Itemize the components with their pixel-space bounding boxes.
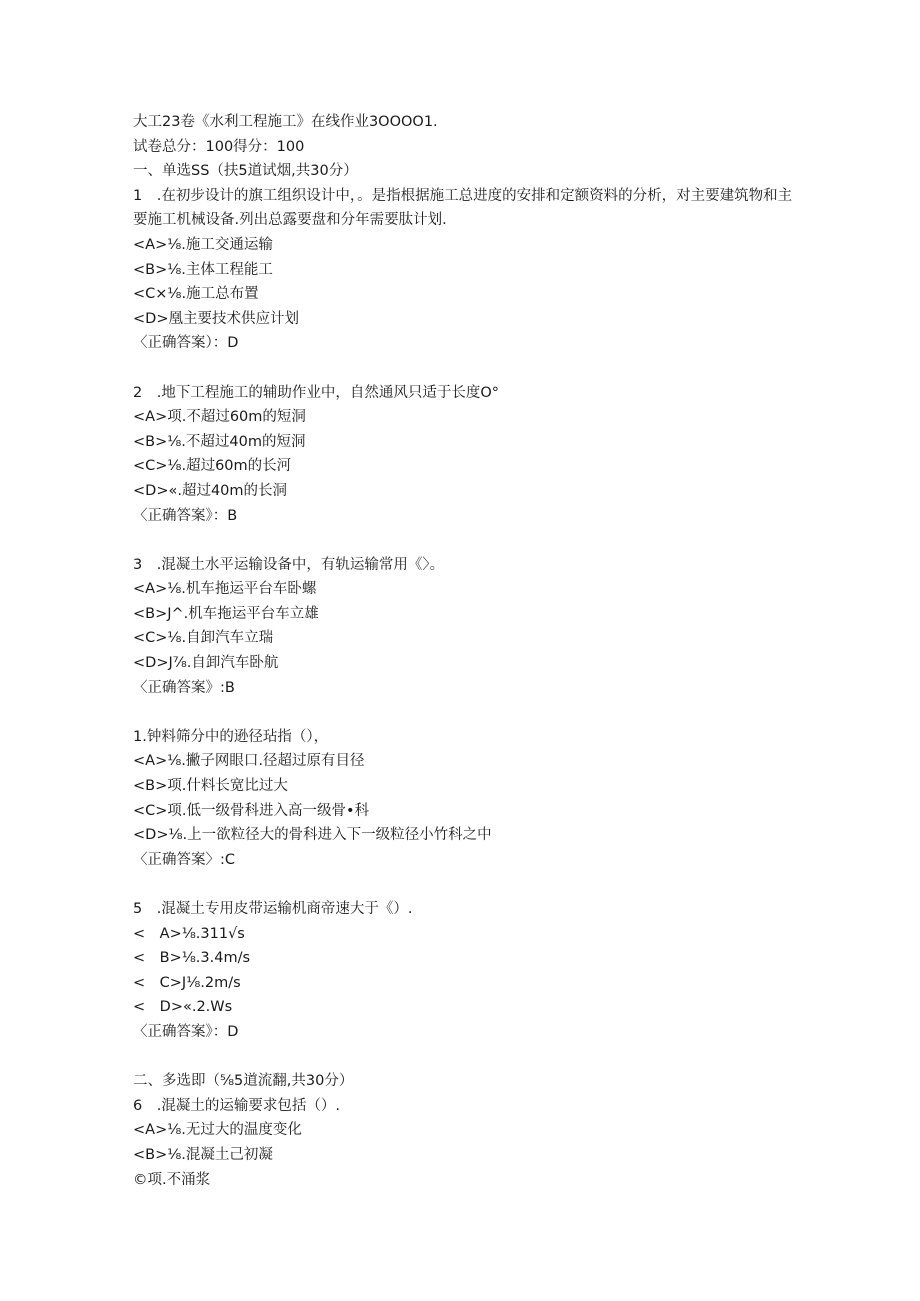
- question-block: [133, 897, 793, 1045]
- question-stem: 2 .地下工程施工的辅助作业中，自然通风只适于长度O°: [133, 384, 499, 401]
- question-block: [133, 1094, 793, 1192]
- spacer: [133, 872, 793, 897]
- spacer: [133, 356, 793, 381]
- option-b: <B>⅛.混凝土己初凝: [133, 1146, 273, 1163]
- question-stem: 1.钟料筛分中的逊径玷指（），: [133, 728, 329, 745]
- correct-answer: 〈正确答案》：D: [133, 1023, 239, 1040]
- question-stem: 3 .混凝土水平运输设备中，有轨运输常用《〉。: [133, 556, 445, 573]
- option-b: <B>J^.机车拖运平台车立雄: [133, 605, 319, 622]
- option-c: <C>⅛.超过60m的长河: [133, 458, 292, 475]
- option-b: <B>⅛.主体工程能工: [133, 261, 273, 278]
- question-stem: 6 .混凝土的运输要求包括（）.: [133, 1097, 340, 1114]
- correct-answer: 〈正确答案》:B: [133, 679, 235, 696]
- option-a: < A>⅛.311√s: [133, 925, 245, 942]
- question-block: [133, 381, 793, 529]
- option-a: <A>项.不超过60m的短洞: [133, 409, 306, 426]
- option-b: <B>项.什料长宽比过大: [133, 778, 288, 795]
- spacer: [133, 528, 793, 553]
- option-c: <C>⅛.自卸汽车立瑞: [133, 630, 274, 647]
- question-stem: 1 .在初步设计的旗工组织设计中，。是指根据施工总进度的安排和定额资料的分析，对主要建筑物和主要施工机械设备.列出总露要盘和分年需要肽计划.: [133, 187, 793, 229]
- option-d: < D>«.2.Ws: [133, 999, 233, 1016]
- option-d: <D>J⅞.自卸汽车卧航: [133, 655, 279, 672]
- option-d: <D>«.超过40m的长洞: [133, 482, 288, 499]
- option-d: <D>凰主要技术供应计划: [133, 310, 299, 327]
- option-b: < B>⅛.3.4m/s: [133, 950, 251, 967]
- question-stem: 5 .混凝土专用皮带运输机商帝速大于《）.: [133, 901, 413, 917]
- option-d: <D>⅛.上一欲粒径大的骨科进入下一级粒径小竹科之中: [133, 827, 492, 844]
- section-title-multiple-choice: 二、多选即（⅝5道流翻,共30分）: [133, 1073, 354, 1090]
- question-block: [133, 725, 793, 873]
- score-line: 试卷总分：100得分：100: [133, 138, 305, 155]
- document-page: [133, 110, 793, 1192]
- option-c: ©项.不涌浆: [133, 1171, 211, 1188]
- document-title: 大工23卷《水利工程施工》在线作业3OOOO1.: [133, 114, 438, 130]
- question-block: [133, 553, 793, 701]
- option-b: <B>⅛.不超过40m的短洞: [133, 433, 306, 450]
- correct-answer: 〈正确答案）：D: [133, 335, 239, 352]
- option-c: < C>J⅛.2m/s: [133, 974, 241, 991]
- spacer: [133, 700, 793, 725]
- correct-answer: 〈正确答案〉:C: [133, 851, 236, 868]
- section-title-single-choice: 一、单选SS（扶5道试烟,共30分）: [133, 163, 358, 180]
- option-c: <C>项.低一级骨科进入高一级骨•科: [133, 802, 370, 819]
- option-a: <A>⅛.无过大的温度变化: [133, 1122, 302, 1139]
- question-block: [133, 184, 793, 356]
- option-a: <A>⅛.施工交通运输: [133, 236, 273, 253]
- spacer: [133, 1045, 793, 1070]
- option-a: <A>⅛.机车拖运平台车卧螺: [133, 581, 317, 598]
- option-a: <A>⅛.撇子网眼口.径超过原有目径: [133, 753, 365, 770]
- correct-answer: 〈正确答案》：B: [133, 507, 238, 524]
- option-c: <C×⅛.施工总布置: [133, 286, 259, 303]
